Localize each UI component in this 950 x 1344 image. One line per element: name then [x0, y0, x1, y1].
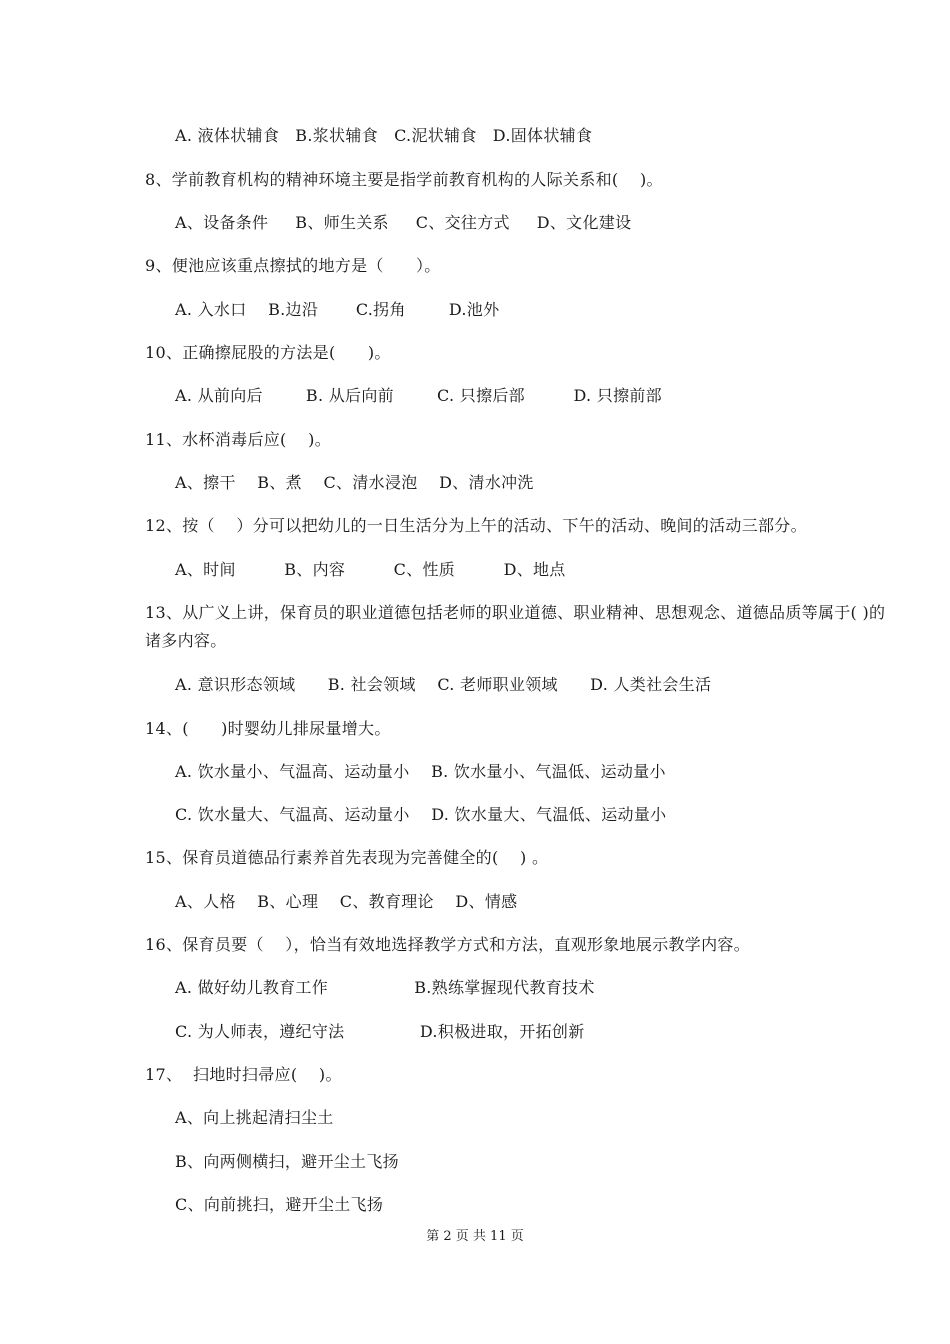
q15-question: 15、保育员道德品行素养首先表现为完善健全的( ) 。	[145, 848, 549, 867]
q13-options: A. 意识形态领域 B. 社会领域 C. 老师职业领域 D. 人类社会生活	[175, 675, 712, 694]
q14-options-cd: C. 饮水量大、气温高、运动量小 D. 饮水量大、气温低、运动量小	[175, 805, 667, 824]
q12-options: A、时间 B、内容 C、性质 D、地点	[175, 560, 566, 579]
q11-options: A、擦干 B、煮 C、清水浸泡 D、清水冲洗	[175, 473, 534, 492]
q14-options-ab: A. 饮水量小、气温高、运动量小 B. 饮水量小、气温低、运动量小	[175, 762, 666, 781]
q10-options: A. 从前向后 B. 从后向前 C. 只擦后部 D. 只擦前部	[175, 386, 662, 405]
q7-options: A. 液体状辅食 B.浆状辅食 C.泥状辅食 D.固体状辅食	[175, 126, 593, 145]
q16-options-cd: C. 为人师表，遵纪守法 D.积极进取，开拓创新	[175, 1022, 585, 1041]
q17-question: 17、 扫地时扫帚应( )。	[145, 1065, 342, 1084]
q8-options: A、设备条件 B、师生关系 C、交往方式 D、文化建设	[175, 213, 632, 232]
q8-question: 8、学前教育机构的精神环境主要是指学前教育机构的人际关系和( )。	[145, 170, 663, 189]
q12-question: 12、按（ ）分可以把幼儿的一日生活分为上午的活动、下午的活动、晚间的活动三部分。	[145, 516, 807, 535]
q16-question: 16、保育员要（ ），恰当有效地选择教学方式和方法，直观形象地展示教学内容。	[145, 935, 751, 954]
page-footer: 第 2 页 共 11 页	[426, 1229, 524, 1244]
q15-options: A、人格 B、心理 C、教育理论 D、情感	[175, 892, 518, 911]
q10-question: 10、正确擦屁股的方法是( )。	[145, 343, 391, 362]
q9-question: 9、便池应该重点擦拭的地方是（ ）。	[145, 256, 441, 275]
q9-options: A. 入水口 B.边沿 C.拐角 D.池外	[175, 300, 500, 319]
q17-option-b: B、向两侧横扫，避开尘土飞扬	[175, 1152, 399, 1171]
q13-question: 13、从广义上讲，保育员的职业道德包括老师的职业道德、职业精神、思想观念、道德品质等属于( )的诸多内容。	[145, 603, 886, 650]
q11-question: 11、水杯消毒后应( )。	[145, 430, 331, 449]
q17-option-a: A、向上挑起清扫尘土	[175, 1108, 334, 1127]
q16-options-ab: A. 做好幼儿教育工作 B.熟练掌握现代教育技术	[175, 978, 595, 997]
q17-option-c: C、向前挑扫，避开尘土飞扬	[175, 1195, 384, 1214]
q14-question: 14、( )时婴幼儿排尿量增大。	[145, 719, 391, 738]
